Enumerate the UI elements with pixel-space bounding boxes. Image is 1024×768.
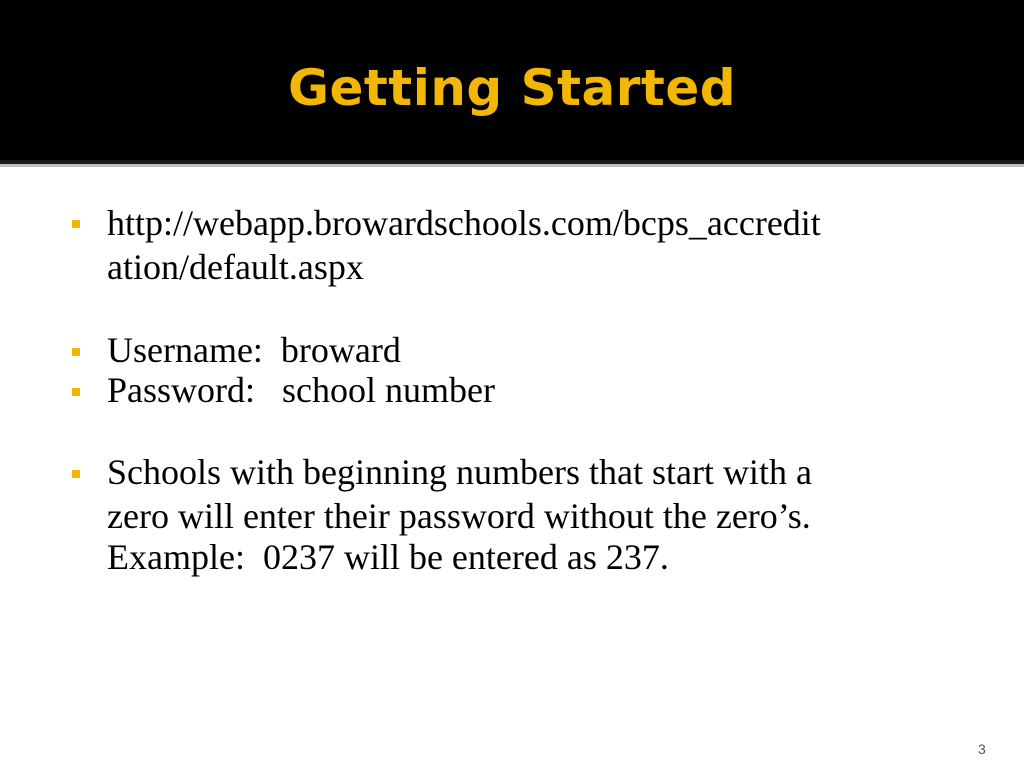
square-bullet-icon [72,388,80,396]
zero-note-line-3: Example: 0237 will be entered as 237. [107,537,669,577]
square-bullet-icon [72,470,80,478]
slide-title: Getting Started [287,59,737,117]
square-bullet-icon [72,220,80,228]
zero-note-line-2: zero will enter their password without the zero’s. [107,496,811,536]
username-line: Username: broward [107,330,401,370]
url-line-1: http://webapp.browardschools.com/bcps_accredit [107,203,821,243]
password-line: Password: school number [107,370,495,410]
square-bullet-icon [72,348,80,356]
title-divider-shadow [0,164,1024,167]
url-line-2: ation/default.aspx [107,247,364,287]
zero-note-line-1: Schools with beginning numbers that start with a [107,452,812,492]
slide-number: 3 [978,741,986,757]
